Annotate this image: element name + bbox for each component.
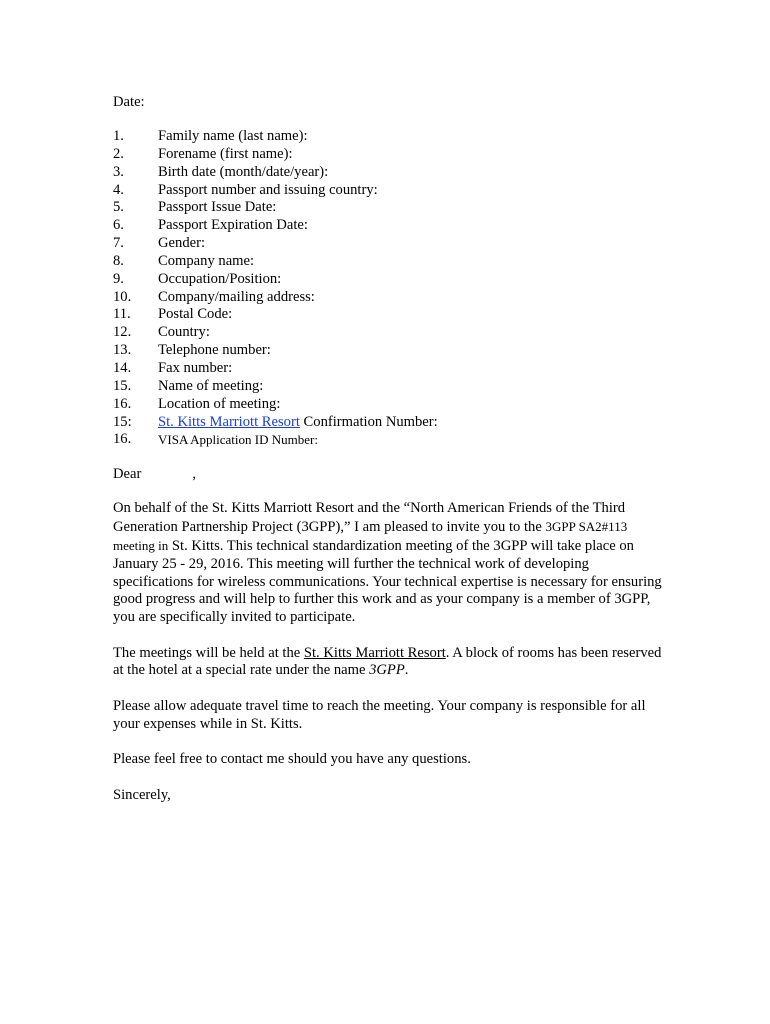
meeting-reference: 3GPP SA2#113 meeting in <box>113 519 628 553</box>
field-label: Occupation/Position: <box>158 270 282 287</box>
field-number: 12. <box>113 324 132 341</box>
body-paragraph-invitation <box>113 500 663 627</box>
field-number: 7. <box>113 235 124 252</box>
field-row <box>113 253 663 271</box>
field-number: 8. <box>113 252 124 269</box>
field-label: Passport Issue Date: <box>158 199 277 216</box>
invitation-letter <box>113 93 663 804</box>
hotel-name: St. Kitts Marriott Resort <box>303 644 446 661</box>
field-row <box>113 306 663 324</box>
field-label: Company/mailing address: <box>158 288 315 305</box>
paragraph-text: St. Kitts. This technical standardization meeting of the 3GPP will take place on January 25 - 29, 2016. This meeting will further the technical work of developing specifications for wireless communications. Your technical expertise is necessary for ensuring good progress and will help to further this work and as your company is a member of 3GPP, you are specifically invited to participate. <box>113 537 662 626</box>
paragraph-text: On behalf of the St. Kitts Marriott Resort and the “North American Friends of the Third Generation Partnership Project (3GPP),” I am pleased to invite you to the <box>113 500 626 536</box>
paragraph-text: . A block of rooms has been reserved at the hotel at a special rate under the name <box>113 644 662 679</box>
field-row <box>113 271 663 289</box>
field-number: 11. <box>113 306 131 323</box>
field-number: 1. <box>113 128 124 144</box>
visa-id-row <box>113 431 663 449</box>
field-row <box>113 199 663 217</box>
body-paragraph-travel: Please allow adequate travel time to reach the meeting. Your company is responsible for all your expenses while in St. Kitts. <box>113 697 646 732</box>
field-label <box>158 414 438 432</box>
field-row <box>113 289 663 307</box>
hotel-link[interactable]: St. Kitts Marriott Resort <box>158 413 300 430</box>
field-row <box>113 128 663 146</box>
field-label: Family name (last name): <box>158 128 308 144</box>
body-paragraph-venue <box>113 645 663 681</box>
group-name: 3GPP <box>369 662 405 679</box>
field-label: Country: <box>158 324 210 341</box>
field-number: 13. <box>113 342 132 359</box>
field-number: 5. <box>113 199 124 216</box>
field-label: Company name: <box>158 252 255 269</box>
field-label: Location of meeting: <box>158 395 281 412</box>
field-label: Name of meeting: <box>158 377 264 394</box>
paragraph-text: The meetings will be held at the <box>113 644 304 661</box>
field-number: 9. <box>113 270 124 287</box>
confirmation-number-row <box>113 414 663 432</box>
closing: Sincerely, <box>113 787 171 804</box>
field-label: Passport number and issuing country: <box>158 181 378 198</box>
field-number: 16. <box>113 431 132 448</box>
salutation: Dear , <box>113 466 197 483</box>
field-number: 16. <box>113 395 132 412</box>
field-label: VISA Application ID Number: <box>158 432 318 448</box>
field-number: 3. <box>113 163 124 180</box>
field-number: 14. <box>113 359 132 376</box>
field-row <box>113 378 663 396</box>
field-row <box>113 146 663 164</box>
field-label: Telephone number: <box>158 342 271 359</box>
field-label: Passport Expiration Date: <box>158 217 308 234</box>
paragraph-text: . <box>404 662 409 679</box>
field-label: Gender: <box>158 235 206 252</box>
field-number: 10. <box>113 288 132 305</box>
field-label: Postal Code: <box>158 306 233 323</box>
field-row <box>113 360 663 378</box>
field-row <box>113 324 663 342</box>
confirmation-label: Confirmation Number: <box>299 413 438 430</box>
field-label: Fax number: <box>158 359 233 376</box>
date-label: Date: <box>113 94 145 110</box>
field-number: 15. <box>113 377 132 394</box>
field-row <box>113 342 663 360</box>
field-row <box>113 164 663 182</box>
applicant-field-list <box>113 128 663 449</box>
field-label: Forename (first name): <box>158 145 293 162</box>
field-number: 15: <box>113 413 132 430</box>
field-number: 6. <box>113 217 124 234</box>
field-number: 2. <box>113 145 124 162</box>
field-label: Birth date (month/date/year): <box>158 163 329 180</box>
field-row <box>113 182 663 200</box>
field-row <box>113 235 663 253</box>
field-row <box>113 217 663 235</box>
field-number: 4. <box>113 181 124 198</box>
field-row <box>113 396 663 414</box>
body-paragraph-contact: Please feel free to contact me should you have any questions. <box>113 750 471 767</box>
